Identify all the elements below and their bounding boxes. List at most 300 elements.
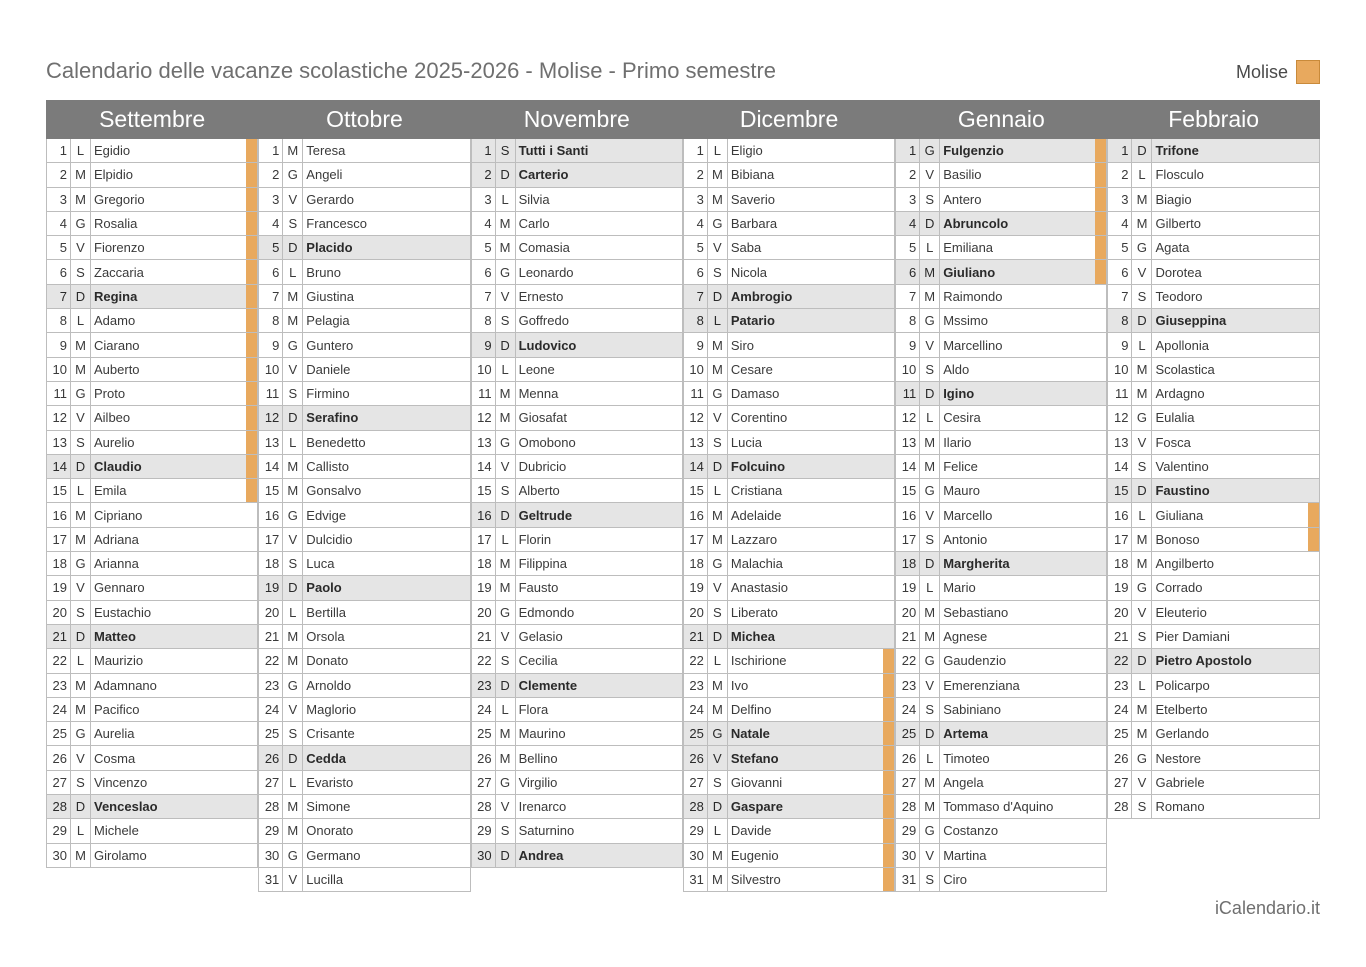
day-row	[471, 309, 683, 333]
saint-name: Firmino	[306, 386, 350, 402]
weekday-letter: M	[1132, 382, 1152, 405]
month-header: Febbraio	[1107, 100, 1319, 139]
saint-name: Mauro	[943, 483, 981, 499]
saint-name: Gregorio	[94, 191, 145, 207]
day-row	[1107, 431, 1319, 455]
day-number: 23	[259, 674, 283, 697]
weekday-letter: D	[708, 455, 728, 478]
day-row	[895, 358, 1107, 382]
weekday-letter: L	[283, 260, 303, 283]
saint-name: Goffredo	[518, 313, 569, 329]
weekday-letter: M	[920, 625, 940, 648]
holiday-marker	[246, 358, 257, 381]
day-row	[683, 503, 895, 527]
day-row	[471, 333, 683, 357]
saint-name: Paolo	[306, 580, 342, 596]
weekday-letter: L	[71, 649, 91, 672]
marker-cell	[1095, 431, 1106, 454]
weekday-letter: D	[283, 576, 303, 599]
weekday-letter: V	[496, 625, 516, 648]
marker-cell	[1308, 698, 1319, 721]
day-row	[258, 139, 470, 163]
marker-cell	[459, 406, 470, 429]
day-row	[683, 528, 895, 552]
day-number: 18	[1108, 552, 1132, 575]
weekday-letter: D	[496, 844, 516, 867]
day-row	[895, 649, 1107, 673]
day-row	[895, 625, 1107, 649]
day-number: 17	[259, 528, 283, 551]
weekday-letter: D	[71, 455, 91, 478]
day-number: 26	[896, 746, 920, 769]
weekday-letter: L	[708, 819, 728, 842]
day-number: 10	[1108, 358, 1132, 381]
saint-name: Adelaide	[730, 507, 782, 523]
day-number: 6	[684, 260, 708, 283]
day-row	[1107, 722, 1319, 746]
marker-cell	[459, 188, 470, 211]
day-row	[46, 771, 258, 795]
day-number: 22	[684, 649, 708, 672]
day-number: 7	[684, 285, 708, 308]
day-number: 1	[1108, 139, 1132, 162]
saint-name: Luca	[306, 556, 335, 572]
weekday-letter: L	[920, 746, 940, 769]
day-row	[895, 333, 1107, 357]
day-number: 10	[472, 358, 496, 381]
weekday-letter: D	[71, 625, 91, 648]
day-row	[46, 795, 258, 819]
day-number: 3	[259, 188, 283, 211]
day-number: 8	[47, 309, 71, 332]
day-row	[471, 163, 683, 187]
weekday-letter: L	[283, 771, 303, 794]
month-column	[1107, 100, 1319, 892]
day-row	[895, 236, 1107, 260]
weekday-letter: M	[920, 260, 940, 283]
legend-label: Molise	[1235, 61, 1288, 82]
day-number: 22	[259, 649, 283, 672]
day-number: 21	[1108, 625, 1132, 648]
saint-name: Maglorio	[306, 701, 357, 717]
marker-cell	[459, 771, 470, 794]
weekday-letter: M	[71, 358, 91, 381]
weekday-letter: M	[708, 528, 728, 551]
weekday-letter: M	[708, 163, 728, 186]
weekday-letter: L	[920, 406, 940, 429]
saint-name: Agata	[1155, 240, 1190, 256]
marker-cell	[671, 771, 682, 794]
day-number: 14	[896, 455, 920, 478]
day-number: 13	[472, 431, 496, 454]
weekday-letter: M	[1132, 552, 1152, 575]
weekday-letter: V	[1132, 431, 1152, 454]
day-number: 22	[1108, 649, 1132, 672]
marker-cell	[1095, 479, 1106, 502]
day-number: 21	[47, 625, 71, 648]
saint-name: Cosma	[94, 750, 136, 766]
day-number: 29	[684, 819, 708, 842]
day-number: 6	[1108, 260, 1132, 283]
marker-cell	[1095, 552, 1106, 575]
saint-name: Cipriano	[94, 507, 143, 523]
day-number: 22	[47, 649, 71, 672]
day-number: 4	[1108, 212, 1132, 235]
day-row	[258, 479, 470, 503]
saint-name: Fausto	[518, 580, 559, 596]
day-row	[683, 625, 895, 649]
day-number: 14	[1108, 455, 1132, 478]
marker-cell	[671, 236, 682, 259]
weekday-letter: M	[71, 528, 91, 551]
holiday-marker	[1095, 163, 1106, 186]
saint-name: Adamnano	[94, 677, 157, 693]
holiday-marker	[883, 746, 894, 769]
day-number: 21	[896, 625, 920, 648]
weekday-letter: D	[920, 212, 940, 235]
weekday-letter: L	[708, 309, 728, 332]
day-row	[471, 746, 683, 770]
saint-name: Marcellino	[943, 337, 1003, 353]
weekday-letter: S	[71, 601, 91, 624]
saint-name: Cristiana	[730, 483, 783, 499]
marker-cell	[671, 212, 682, 235]
day-number: 12	[896, 406, 920, 429]
day-number: 19	[1108, 576, 1132, 599]
saint-name: Basilio	[943, 167, 982, 183]
saint-name: Bonoso	[1155, 531, 1200, 547]
weekday-letter: D	[1132, 139, 1152, 162]
saint-name: Girolamo	[94, 847, 147, 863]
day-row	[1107, 795, 1319, 819]
month-header: Dicembre	[683, 100, 895, 139]
saint-name: Corentino	[730, 410, 788, 426]
saint-name: Giuseppina	[1155, 313, 1227, 329]
marker-cell	[671, 285, 682, 308]
day-row	[683, 698, 895, 722]
weekday-letter: S	[71, 431, 91, 454]
day-row	[471, 528, 683, 552]
marker-cell	[1308, 455, 1319, 478]
weekday-letter: M	[283, 795, 303, 818]
weekday-letter: M	[71, 698, 91, 721]
day-number: 3	[472, 188, 496, 211]
marker-cell	[1095, 455, 1106, 478]
saint-name: Teodoro	[1155, 288, 1203, 304]
day-row	[895, 260, 1107, 284]
day-number: 10	[684, 358, 708, 381]
saint-name: Sebastiano	[943, 604, 1009, 620]
day-number: 26	[259, 746, 283, 769]
saint-name: Mssimo	[943, 313, 988, 329]
weekday-letter: L	[71, 139, 91, 162]
day-row	[1107, 649, 1319, 673]
marker-cell	[1308, 746, 1319, 769]
day-number: 30	[684, 844, 708, 867]
day-row	[895, 309, 1107, 333]
day-row	[1107, 163, 1319, 187]
day-row	[683, 260, 895, 284]
saint-name: Antero	[943, 191, 982, 207]
day-row	[1107, 503, 1319, 527]
saint-name: Arnoldo	[306, 677, 352, 693]
saint-name: Abruncolo	[943, 216, 1009, 232]
day-row	[258, 576, 470, 600]
day-number: 8	[896, 309, 920, 332]
day-row	[46, 479, 258, 503]
saint-name: Eleuterio	[1155, 604, 1207, 620]
weekday-letter: M	[708, 503, 728, 526]
weekday-letter: G	[1132, 746, 1152, 769]
marker-cell	[671, 455, 682, 478]
day-row	[895, 479, 1107, 503]
day-row	[46, 576, 258, 600]
holiday-marker	[246, 382, 257, 405]
weekday-letter: M	[496, 406, 516, 429]
saint-name: Cecilia	[518, 653, 558, 669]
marker-cell	[883, 479, 894, 502]
day-row	[683, 455, 895, 479]
saint-name: Valentino	[1155, 459, 1209, 474]
day-number: 11	[1108, 382, 1132, 405]
weekday-letter: G	[1132, 406, 1152, 429]
saint-name: Regina	[94, 288, 138, 304]
day-row	[471, 285, 683, 309]
saint-name: Gilberto	[1155, 216, 1202, 232]
day-number: 1	[684, 139, 708, 162]
marker-cell	[459, 358, 470, 381]
day-number: 28	[1108, 795, 1132, 818]
weekday-letter: V	[71, 236, 91, 259]
day-row	[683, 333, 895, 357]
day-row	[1107, 479, 1319, 503]
day-row	[683, 649, 895, 673]
day-row	[471, 819, 683, 843]
marker-cell	[459, 552, 470, 575]
day-row	[1107, 139, 1319, 163]
weekday-letter: V	[496, 455, 516, 478]
day-row	[683, 601, 895, 625]
saint-name: Lazzaro	[730, 531, 778, 547]
saint-name: Trifone	[1155, 143, 1199, 159]
day-row	[895, 576, 1107, 600]
holiday-marker	[246, 431, 257, 454]
day-row	[46, 212, 258, 236]
weekday-letter: M	[920, 285, 940, 308]
saint-name: Margherita	[943, 556, 1010, 572]
day-number: 29	[47, 819, 71, 842]
day-number: 4	[47, 212, 71, 235]
day-number: 2	[259, 163, 283, 186]
month-header: Ottobre	[258, 100, 470, 139]
marker-cell	[883, 552, 894, 575]
weekday-letter: M	[496, 236, 516, 259]
marker-cell	[459, 722, 470, 745]
marker-cell	[459, 576, 470, 599]
day-number: 23	[1108, 674, 1132, 697]
saint-name: Costanzo	[943, 823, 999, 839]
saint-name: Gonsalvo	[306, 483, 362, 499]
day-row	[258, 431, 470, 455]
day-row	[1107, 625, 1319, 649]
holiday-marker	[883, 722, 894, 745]
day-row	[46, 844, 258, 868]
day-row	[471, 503, 683, 527]
weekday-letter: G	[496, 260, 516, 283]
saint-name: Daniele	[306, 361, 351, 377]
day-number: 20	[472, 601, 496, 624]
marker-cell	[1308, 406, 1319, 429]
day-row	[1107, 674, 1319, 698]
weekday-letter: M	[496, 212, 516, 235]
saint-name: Saturnino	[518, 823, 575, 839]
day-row	[258, 188, 470, 212]
weekday-letter: D	[708, 285, 728, 308]
day-row	[46, 406, 258, 430]
day-number: 2	[896, 163, 920, 186]
day-number: 23	[896, 674, 920, 697]
day-number: 2	[47, 163, 71, 186]
saint-name: Felice	[943, 459, 978, 474]
day-number: 17	[1108, 528, 1132, 551]
day-number: 9	[259, 333, 283, 356]
marker-cell	[883, 601, 894, 624]
weekday-letter: S	[496, 819, 516, 842]
day-row	[258, 698, 470, 722]
weekday-letter: M	[71, 188, 91, 211]
marker-cell	[459, 625, 470, 648]
saint-name: Bruno	[306, 264, 341, 280]
weekday-letter: D	[920, 382, 940, 405]
holiday-marker	[883, 844, 894, 867]
day-number: 11	[472, 382, 496, 405]
weekday-letter: L	[1132, 333, 1152, 356]
holiday-marker	[883, 698, 894, 721]
weekday-letter: V	[920, 333, 940, 356]
marker-cell	[1095, 333, 1106, 356]
day-row	[471, 431, 683, 455]
saint-name: Geltrude	[518, 507, 573, 523]
day-row	[1107, 771, 1319, 795]
saint-name: Leonardo	[518, 264, 574, 280]
marker-cell	[459, 212, 470, 235]
day-number: 12	[1108, 406, 1132, 429]
day-number: 17	[472, 528, 496, 551]
day-row	[895, 285, 1107, 309]
day-row	[1107, 576, 1319, 600]
saint-name: Flosculo	[1155, 167, 1204, 183]
saint-name: Biagio	[1155, 191, 1192, 207]
saint-name: Corrado	[1155, 580, 1203, 596]
day-row	[683, 309, 895, 333]
marker-cell	[459, 649, 470, 672]
day-row	[258, 163, 470, 187]
weekday-letter: L	[283, 431, 303, 454]
day-row	[258, 771, 470, 795]
saint-name: Etelberto	[1155, 701, 1208, 717]
marker-cell	[883, 431, 894, 454]
holiday-marker	[883, 868, 894, 891]
weekday-letter: L	[920, 576, 940, 599]
day-number: 23	[47, 674, 71, 697]
marker-cell	[246, 674, 257, 697]
day-row	[471, 576, 683, 600]
saint-name: Arianna	[94, 556, 139, 572]
day-row	[46, 819, 258, 843]
day-row	[471, 771, 683, 795]
marker-cell	[459, 236, 470, 259]
day-row	[683, 819, 895, 843]
marker-cell	[246, 771, 257, 794]
weekday-letter: L	[283, 601, 303, 624]
weekday-letter: S	[1132, 455, 1152, 478]
saint-name: Ivo	[730, 677, 749, 693]
footer-brand[interactable]: iCalendario.it	[1214, 898, 1320, 918]
weekday-letter: D	[1132, 479, 1152, 502]
day-row	[683, 479, 895, 503]
weekday-letter: G	[283, 163, 303, 186]
day-row	[258, 625, 470, 649]
holiday-marker	[1095, 139, 1106, 162]
day-row	[46, 722, 258, 746]
day-row	[471, 698, 683, 722]
marker-cell	[883, 625, 894, 648]
day-row	[258, 552, 470, 576]
day-row	[46, 625, 258, 649]
day-number: 24	[47, 698, 71, 721]
weekday-letter: L	[708, 479, 728, 502]
day-number: 13	[896, 431, 920, 454]
day-row	[895, 528, 1107, 552]
weekday-letter: S	[496, 139, 516, 162]
weekday-letter: L	[920, 236, 940, 259]
marker-cell	[459, 382, 470, 405]
day-row	[471, 358, 683, 382]
marker-cell	[883, 236, 894, 259]
day-number: 25	[47, 722, 71, 745]
saint-name: Alberto	[518, 483, 560, 499]
day-row	[471, 722, 683, 746]
weekday-letter: M	[920, 601, 940, 624]
marker-cell	[1308, 358, 1319, 381]
saint-name: Pietro Apostolo	[1155, 653, 1252, 669]
weekday-letter: G	[283, 674, 303, 697]
day-number: 9	[472, 333, 496, 356]
month-column	[471, 100, 683, 892]
day-row	[895, 844, 1107, 868]
day-number: 18	[259, 552, 283, 575]
day-number: 1	[259, 139, 283, 162]
day-number: 14	[684, 455, 708, 478]
marker-cell	[883, 188, 894, 211]
day-number: 17	[896, 528, 920, 551]
day-row	[1107, 358, 1319, 382]
day-number: 27	[47, 771, 71, 794]
saint-name: Liberato	[730, 604, 778, 620]
day-row	[1107, 309, 1319, 333]
weekday-letter: G	[1132, 576, 1152, 599]
weekday-letter: M	[283, 309, 303, 332]
weekday-letter: D	[496, 503, 516, 526]
day-row	[46, 309, 258, 333]
day-number: 16	[896, 503, 920, 526]
day-number: 7	[259, 285, 283, 308]
day-number: 29	[259, 819, 283, 842]
day-row	[46, 382, 258, 406]
marker-cell	[671, 601, 682, 624]
day-number: 20	[1108, 601, 1132, 624]
saint-name: Antonio	[943, 531, 988, 547]
